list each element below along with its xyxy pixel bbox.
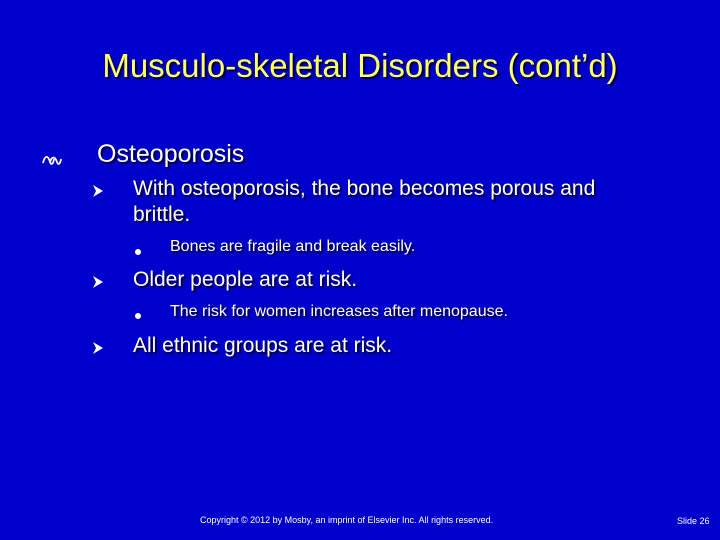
slide-number: Slide 26: [677, 516, 710, 526]
dot-bullet-icon: [134, 243, 142, 261]
bullet-osteoporosis: Osteoporosis: [97, 140, 245, 168]
bullet-menopause: The risk for women increases after menopause.: [170, 303, 508, 320]
arrow-bullet-icon: [92, 341, 104, 360]
bullet-fragile: Bones are fragile and break easily.: [170, 238, 416, 255]
slide-title: Musculo-skeletal Disorders (cont’d): [102, 47, 618, 84]
wave-bullet-icon: [42, 153, 62, 172]
bullet-older-people: Older people are at risk.: [133, 268, 358, 291]
dot-bullet-icon: [134, 307, 142, 325]
bullet-ethnic-groups: All ethnic groups are at risk.: [133, 334, 393, 357]
arrow-bullet-icon: [92, 275, 104, 294]
copyright-footer: Copyright © 2012 by Mosby, an imprint of Elsevier Inc. All rights reserved.: [200, 515, 494, 525]
bullet-porous-line2: brittle.: [133, 203, 191, 226]
bullet-porous-line1: With osteoporosis, the bone becomes porous and: [133, 177, 596, 200]
arrow-bullet-icon: [92, 184, 104, 203]
